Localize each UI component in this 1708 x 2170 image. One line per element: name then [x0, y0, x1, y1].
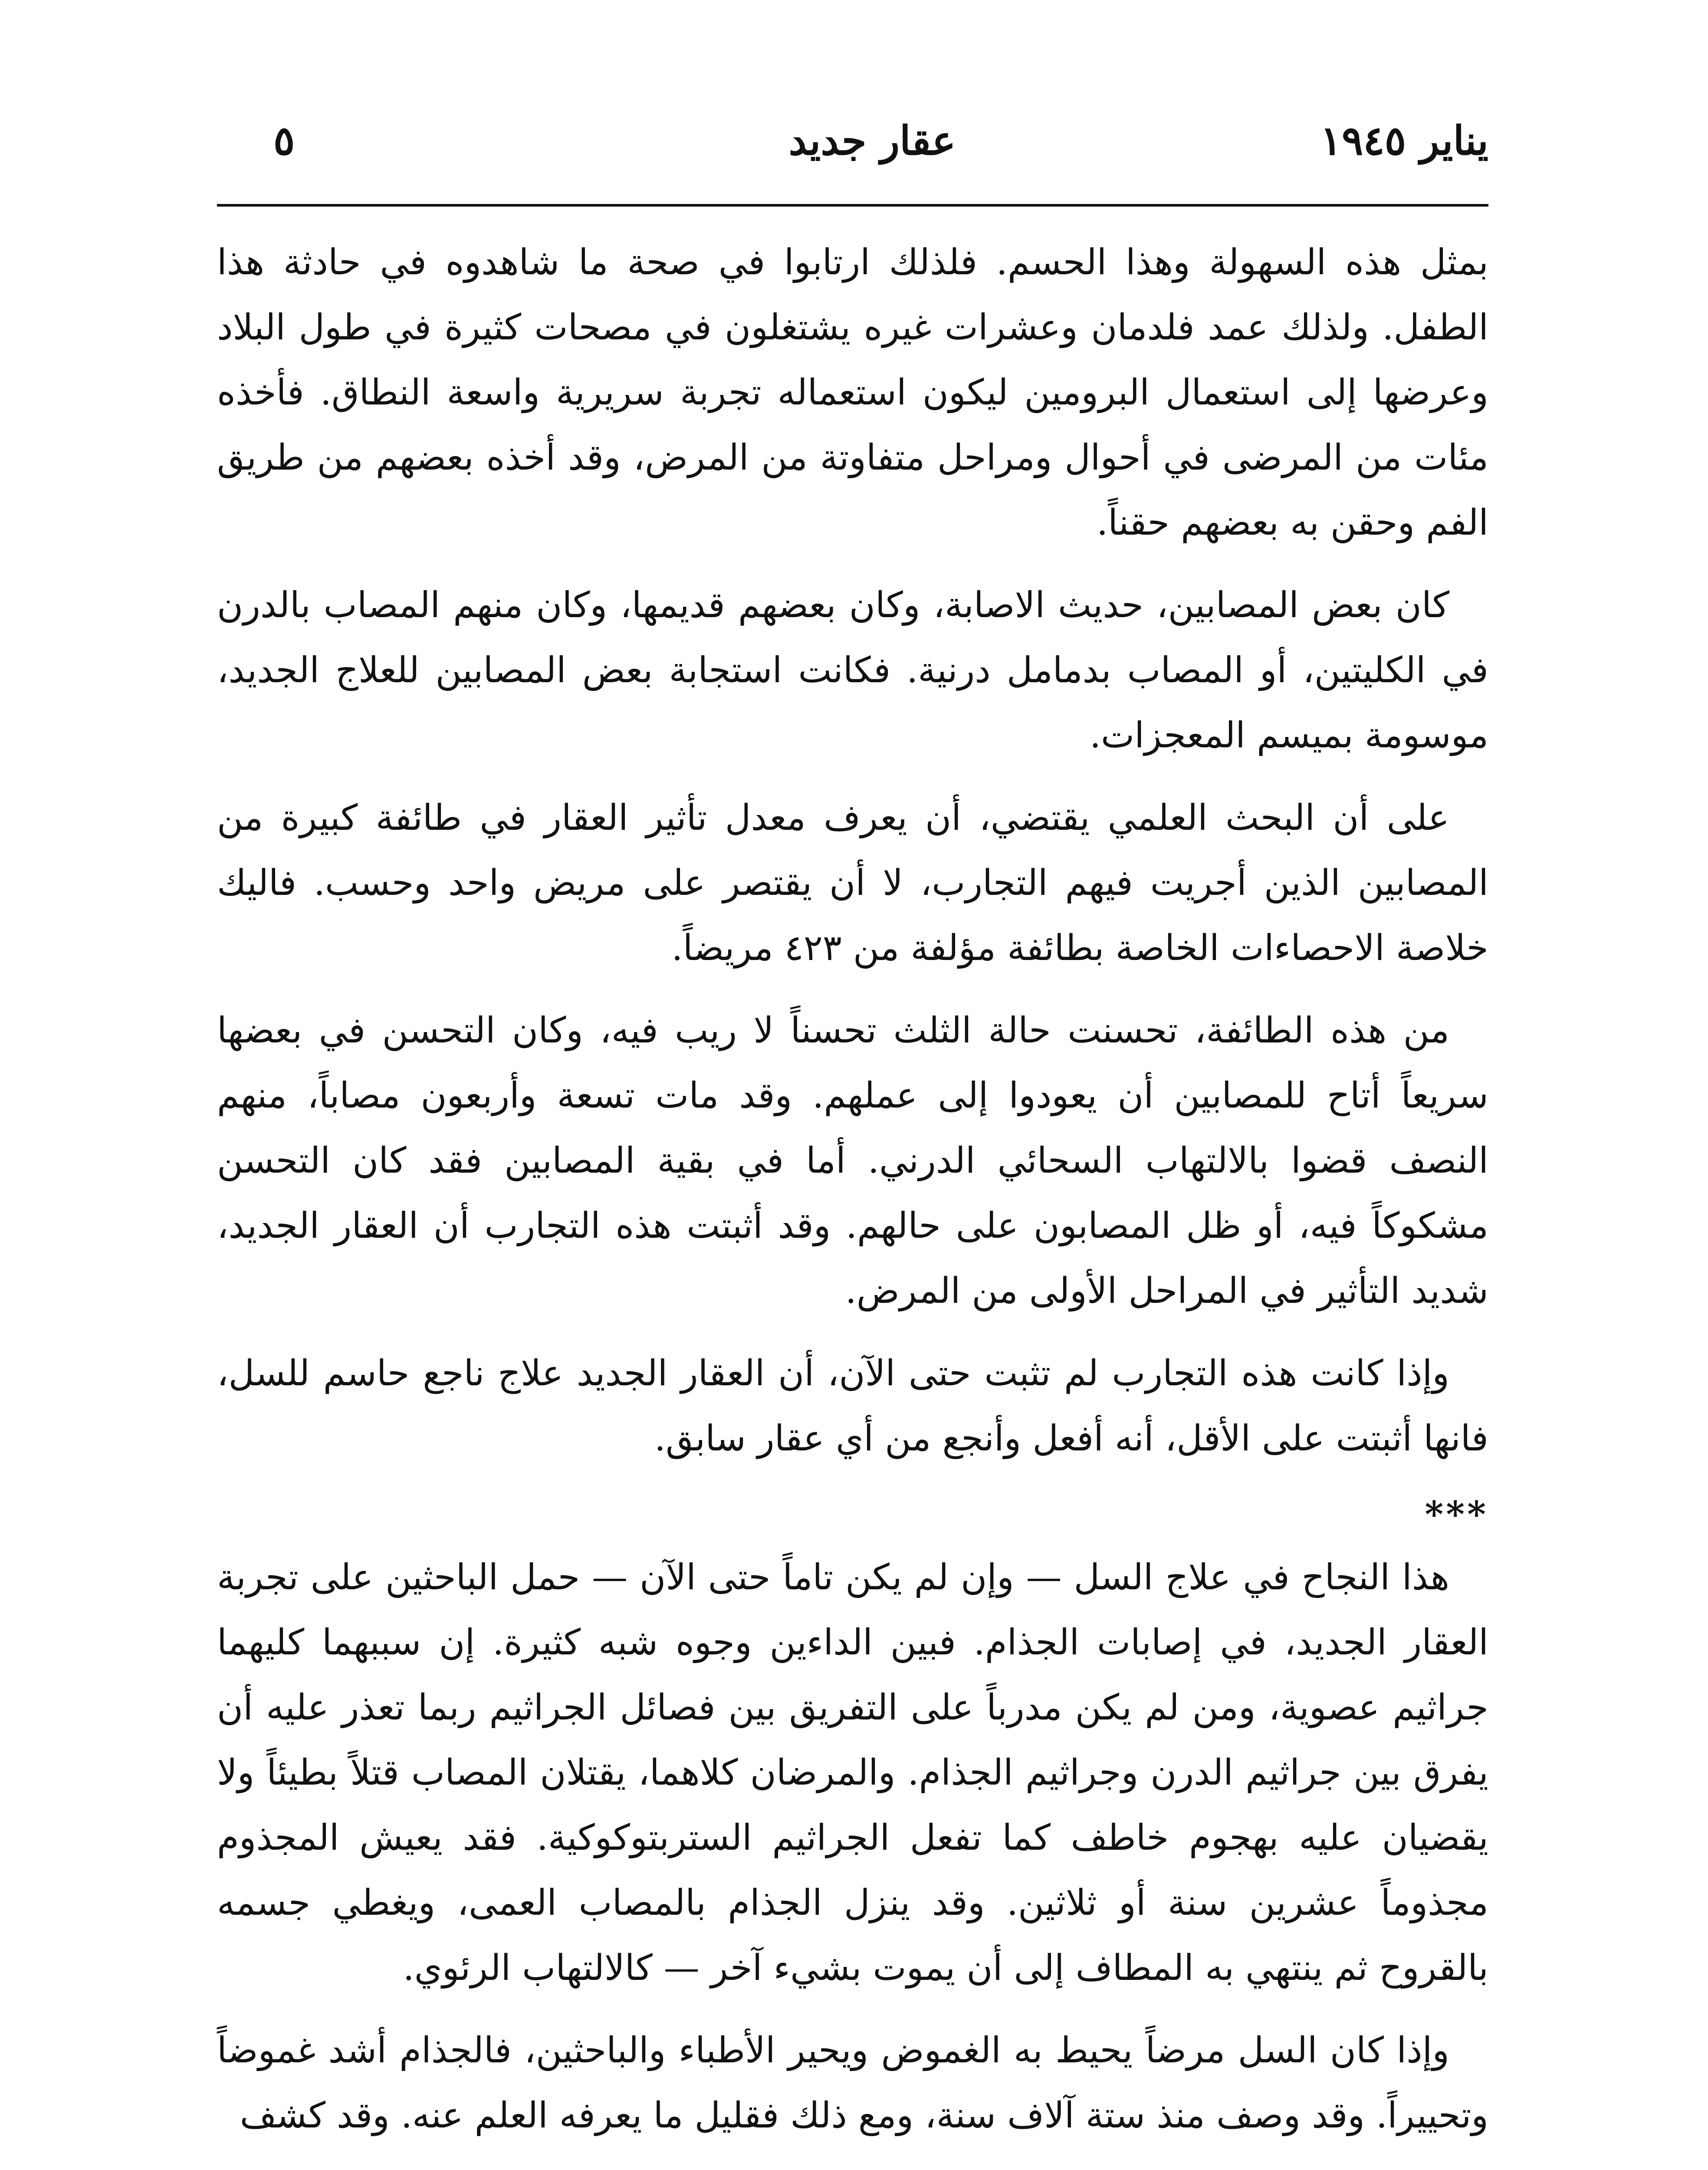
paragraph: وإذا كان السل مرضاً يحيط به الغموض ويحير الأطباء والباحثين، فالجذام أشد غموضاً وتحييراً. وقد وصف منذ ستة آلاف سنة، ومع ذلك فقليل ما يعرفه العلم عنه. وقد كشف [217, 2030, 1488, 2136]
article-body [217, 230, 1488, 2166]
header-title: عقار جديد [788, 117, 956, 164]
header-date: يناير ١٩٤٥ [1320, 117, 1488, 164]
paragraph: بمثل هذه السهولة وهذا الحسم. فلذلك ارتابوا في صحة ما شاهدوه في حادثة هذا الطفل. ولذلك عمد فلدمان وعشرات غيره يشتغلون في مصحات كثيرة في طول البلاد وعرضها إلى استعمال البرومين ليكون استعماله تجربة سريرية واسعة النطاق. فأخذه مئات من المرضى في أحوال ومراحل متفاوتة من المرض، وقد أخذه بعضهم من طريق الفم وحقن به بعضهم حقناً. [217, 242, 1488, 543]
paragraph: هذا النجاح في علاج السل — وإن لم يكن تاماً حتى الآن — حمل الباحثين على تجربة العقار الجديد، في إصابات الجذام. فبين الداءين وجوه شبه كثيرة. إن سببهما كليهما جراثيم عصوية، ومن لم يكن مدرباً على التفريق بين فصائل الجراثيم ربما تعذر عليه أن يفرق بين جراثيم الدرن وجراثيم الجذام. والمرضان كلاهما، يقتلان المصاب قتلاً بطيئاً ولا يقضيان عليه بهجوم خاطف كما تفعل الجراثيم الستربتوكوكية. فقد يعيش المجذوم مجذوماً عشرين سنة أو ثلاثين. وقد ينزل الجذام بالمصاب العمى، ويغطي جسمه بالقروح ثم ينتهي به المطاف إلى أن يموت بشيء آخر — كالالتهاب الرئوي. [217, 1557, 1488, 1989]
page-number: ٥ [273, 117, 295, 164]
paragraph: من هذه الطائفة، تحسنت حالة الثلث تحسناً لا ريب فيه، وكان التحسن في بعضها سريعاً أتاح للمصابين أن يعودوا إلى عملهم. وقد مات تسعة وأربعون مصاباً، منهم النصف قضوا بالالتهاب السحائي الدرني. أما في بقية المصابين فقد كان التحسن مشكوكاً فيه، أو ظل المصابون على حالهم. وقد أثبتت هذه التجارب أن العقار الجديد، شديد التأثير في المراحل الأولى من المرض. [217, 1010, 1488, 1312]
paragraph: على أن البحث العلمي يقتضي، أن يعرف معدل تأثير العقار في طائفة كبيرة من المصابين الذين أجريت فيهم التجارب، لا أن يقتصر على مريض واحد وحسب. فاليك خلاصة الاحصاءات الخاصة بطائفة مؤلفة من ٤٢٣ مريضاً. [217, 797, 1488, 969]
running-header [256, 117, 1488, 191]
header-rule [217, 204, 1488, 207]
paragraph: وإذا كانت هذه التجارب لم تثبت حتى الآن، أن العقار الجديد علاج ناجع حاسم للسل، فانها أثبتت على الأقل، أنه أفعل وأنجع من أي عقار سابق. [217, 1353, 1488, 1459]
section-separator: *** [1425, 1494, 1488, 1535]
paragraph: كان بعض المصابين، حديث الاصابة، وكان بعضهم قديمها، وكان منهم المصاب بالدرن في الكليتين، أو المصاب بدمامل درنية. فكانت استجابة بعض المصابين للعلاج الجديد، موسومة بميسم المعجزات. [217, 585, 1488, 756]
